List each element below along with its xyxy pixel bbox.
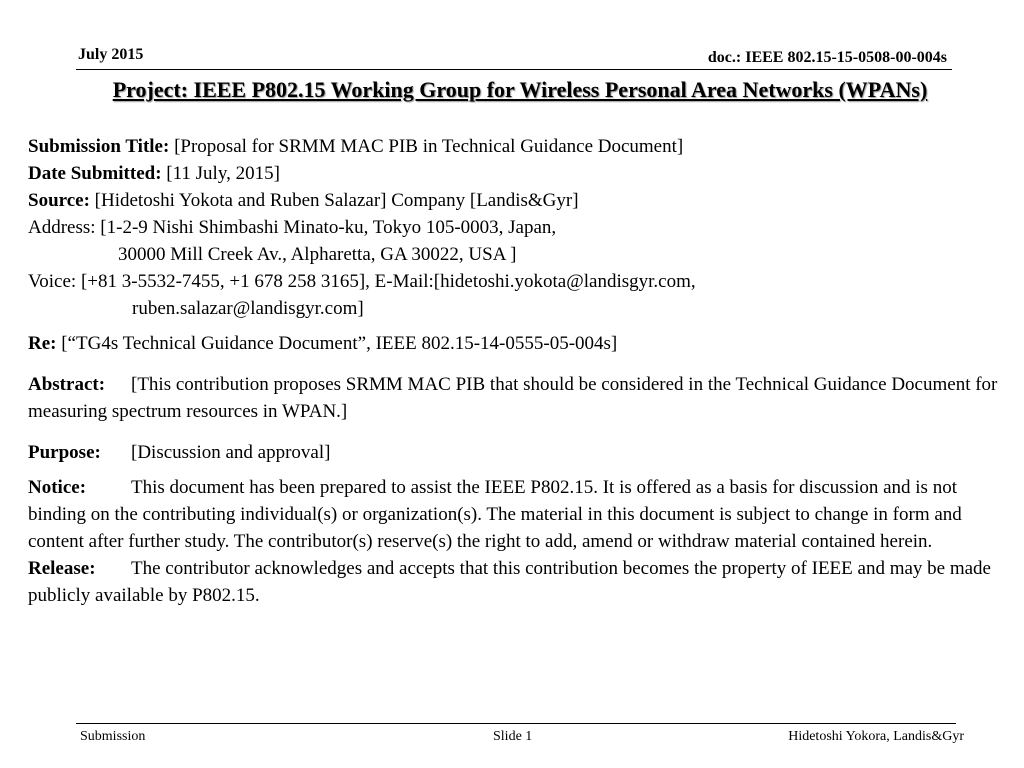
source-label: Source: — [28, 190, 90, 211]
header-date: July 2015 — [78, 46, 144, 63]
submission-title-value: [Proposal for SRMM MAC PIB in Technical Guidance Document] — [174, 136, 684, 157]
abstract-value: [This contribution proposes SRMM MAC PIB that should be considered in the Technical Guidance Document for measuring spectrum resources in WPAN.] — [28, 374, 998, 422]
purpose-row — [28, 439, 1018, 466]
release-label: Release: — [28, 558, 96, 579]
notice-label: Notice: — [28, 477, 87, 498]
date-submitted-row — [28, 160, 1018, 187]
footer-submission: Submission — [80, 729, 146, 744]
release-row — [28, 555, 1018, 609]
re-value: [“TG4s Technical Guidance Document”, IEEE 802.15-14-0555-05-004s] — [61, 333, 618, 354]
abstract-label: Abstract: — [28, 374, 106, 395]
footer-slide-number: Slide 1 — [493, 729, 533, 744]
release-value: The contributor acknowledges and accepts that this contribution becomes the property of IEEE and may be made publicly available by P802.15. — [28, 558, 991, 606]
submission-title-label: Submission Title: — [28, 136, 170, 157]
header-doc-id: doc.: IEEE 802.15-15-0508-00-004s — [707, 49, 947, 66]
abstract-row — [28, 371, 1018, 425]
notice-value: This document has been prepared to assist the IEEE P802.15. It is offered as a basis for discussion and is not binding on the contributing individual(s) or organization(s). The material in this document is subject to change in form and content after further study. The contributor(s) reserve(s) the right to add, amend or withdraw material contained herein. — [28, 477, 962, 552]
re-label: Re: — [28, 333, 57, 354]
source-row — [28, 187, 1018, 214]
slide-body — [28, 133, 1018, 609]
purpose-value: [Discussion and approval] — [131, 442, 331, 463]
source-value: [Hidetoshi Yokota and Ruben Salazar] Company [Landis&Gyr] — [94, 190, 579, 211]
notice-row — [28, 474, 1018, 555]
submission-title-row — [28, 133, 1018, 160]
date-submitted-label: Date Submitted: — [28, 163, 162, 184]
purpose-label: Purpose: — [28, 442, 101, 463]
date-submitted-value: [11 July, 2015] — [166, 163, 280, 184]
voice-line-1: Voice: [+81 3-5532-7455, +1 678 258 3165], E-Mail:[hidetoshi.yokota@landisgyr.com, — [28, 271, 696, 292]
header-divider — [76, 69, 952, 70]
footer-divider — [76, 723, 956, 724]
page-title: Project: IEEE P802.15 Working Group for Wireless Personal Area Networks (WPANs) — [112, 77, 928, 102]
footer-author: Hidetoshi Yokora, Landis&Gyr — [788, 729, 964, 744]
voice-line-2: ruben.salazar@landisgyr.com] — [132, 298, 364, 319]
address-line-2: 30000 Mill Creek Av., Alpharetta, GA 30022, USA ] — [118, 244, 517, 265]
re-row — [28, 330, 1018, 357]
address-line-1: Address: [1-2-9 Nishi Shimbashi Minato-ku, Tokyo 105-0003, Japan, — [28, 217, 557, 238]
